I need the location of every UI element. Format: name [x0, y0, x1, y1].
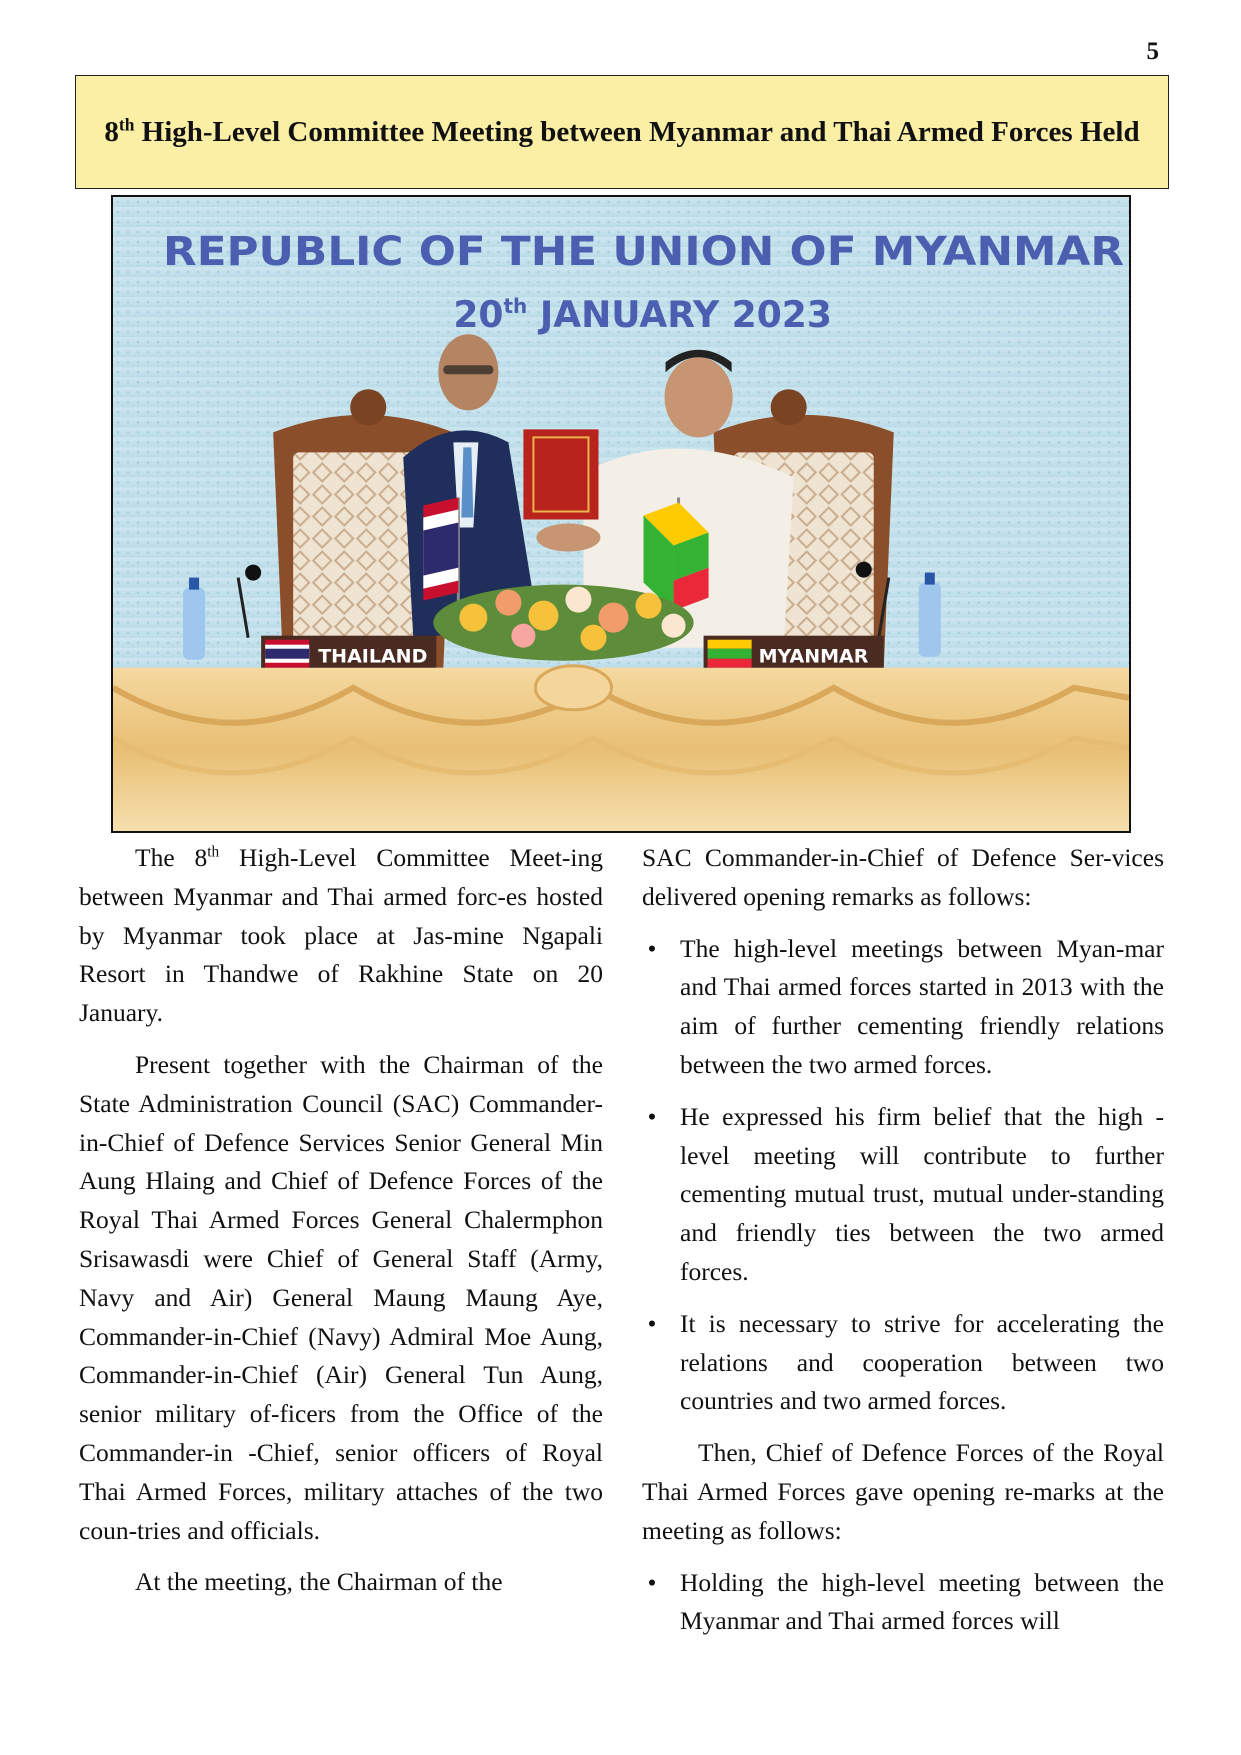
- article-paragraph-attendees: Present together with the Chairman of the State Administration Council (SAC) Commander-in-Chief of Defence Services Senior General Min Aung Hlaing and Chief of Defence Forces of the Royal Thai Armed Forces General Chalermphon Srisawasdi were Chief of General Staff (Army, Navy and Air) General Maung Maung Aye, Commander-in-Chief (Navy) Admiral Moe Aung, Commander-in-Chief (Air) General Tun Aung, senior military of-ficers from the Office of the Commander-in -Chief, senior officers of Royal Thai Armed Forces, military attaches of the two coun-tries and officials.: [79, 1049, 603, 1545]
- water-bottle-right: [919, 583, 941, 657]
- article-paragraph-remarks: SAC Commander-in-Chief of Defence Ser-vices delivered opening remarks as follows:: [642, 843, 1164, 911]
- photo-banner-date: 20th JANUARY 2023: [453, 294, 832, 337]
- bullet-item: [642, 1564, 1164, 1642]
- nameplate-thailand: [261, 636, 436, 672]
- water-bottle-left: [183, 588, 205, 660]
- bullet-dot: •: [647, 933, 657, 963]
- article-paragraph-intro: The 8th High-Level Committee Meet-ing between Myanmar and Thai armed forc-es hosted by Myanmar took place at Jas-mine Ngapali Resort in Thandwe of Rakhine State on 20 January.: [79, 843, 603, 1028]
- bullet-item: [642, 1305, 1164, 1421]
- svg-text:THAILAND: THAILAND: [318, 645, 428, 668]
- article-paragraph-meeting: At the meeting, the Chairman of the: [135, 1567, 503, 1597]
- remarks-bullet-list: [642, 930, 1164, 1422]
- page-number: 5: [1146, 38, 1159, 65]
- nameplate-myanmar: [704, 636, 884, 672]
- bullet-item: [642, 1098, 1164, 1292]
- bullet-dot: •: [647, 1308, 657, 1338]
- bullet-text: The high-level meetings between Myan-mar and Thai armed forces started in 2013 with the aim of further cementing friendly relations between the two armed forces.: [680, 933, 1164, 1079]
- headline: [104, 113, 1139, 151]
- flower-arrangement: [433, 585, 693, 661]
- headline-box: [75, 75, 1169, 189]
- thai-remarks-bullet-list: [642, 1564, 1164, 1642]
- bullet-text: It is necessary to strive for accelerating the relations and cooperation between two countries and two armed forces.: [680, 1308, 1164, 1416]
- bullet-dot: •: [647, 1101, 657, 1131]
- bullet-dot: •: [647, 1567, 657, 1597]
- photo-banner-line1: REPUBLIC OF THE UNION OF MYANMAR: [163, 229, 1125, 276]
- article-column-left: [79, 839, 603, 1615]
- article-column-right: [642, 839, 1164, 1654]
- bullet-item: [642, 930, 1164, 1085]
- bullet-text: Holding the high-level meeting between the Myanmar and Thai armed forces will: [680, 1567, 1164, 1636]
- svg-text:MYANMAR: MYANMAR: [758, 645, 869, 668]
- signed-folder: [523, 429, 598, 519]
- article-paragraph-thai-remarks: Then, Chief of Defence Forces of the Royal Thai Armed Forces gave opening re-marks at the meeting as follows:: [642, 1438, 1164, 1545]
- headline-text: High-Level Committee Meeting between Myanmar and Thai Armed Forces Held: [134, 116, 1140, 148]
- signing-photo: [111, 195, 1131, 833]
- bullet-text: He expressed his firm belief that the high -level meeting will contribute to further cementing mutual trust, mutual under-standing and friendly ties between the two armed forces.: [680, 1101, 1164, 1286]
- headline-ordinal: 8: [104, 116, 119, 148]
- headline-ordinal-suffix: th: [118, 114, 135, 135]
